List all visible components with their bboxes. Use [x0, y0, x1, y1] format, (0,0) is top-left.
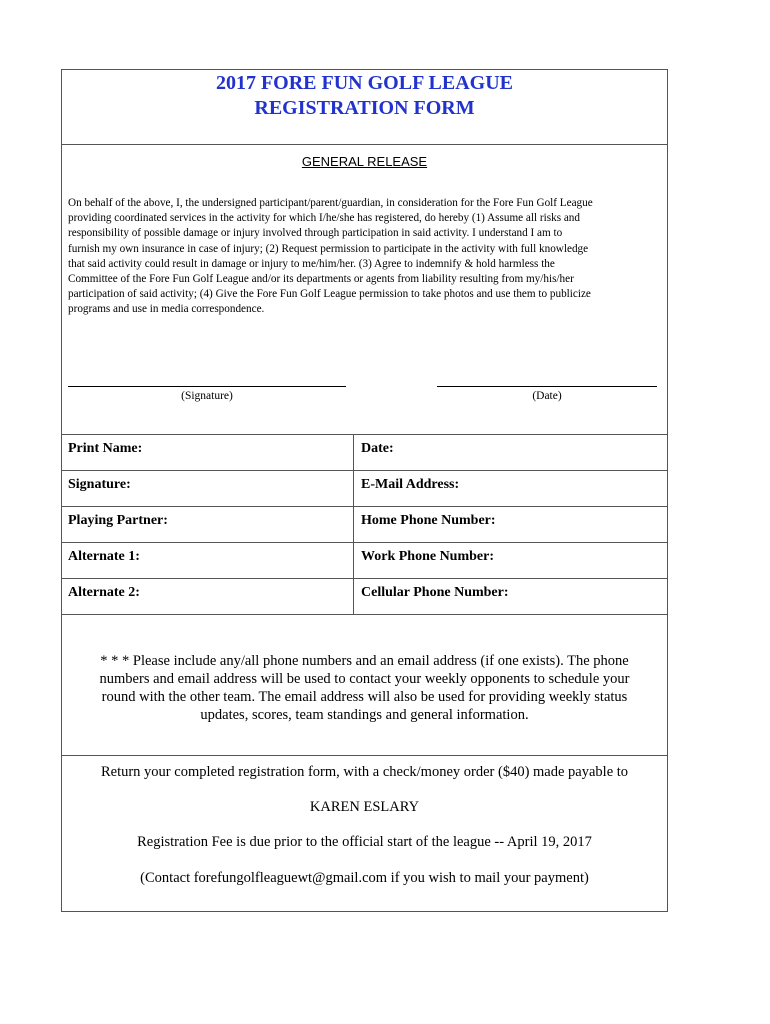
release-line: furnish my own insurance in case of injury; (2) Request permission to participate in the activity with full knowledge: [68, 242, 589, 255]
alternate-1-field[interactable]: Alternate 1:: [62, 543, 354, 578]
print-name-field[interactable]: Print Name:: [62, 435, 354, 470]
date-label: (Date): [532, 390, 562, 402]
title-line-1: 2017 FORE FUN GOLF LEAGUE: [215, 72, 514, 94]
date-line[interactable]: [437, 386, 657, 387]
release-line: responsibility of possible damage or injury involved through participation in said activity. I understand I am to: [68, 227, 563, 240]
table-row: [62, 579, 667, 615]
table-row: [62, 471, 667, 507]
work-phone-field[interactable]: Work Phone Number:: [361, 549, 494, 564]
release-line: Committee of the Fore Fun Golf League and/or its departments or agents from liability resulting from my/his/her: [68, 273, 574, 286]
note-line: * * * Please include any/all phone numbers and an email address (if one exists). The phone: [100, 653, 629, 669]
note-line: updates, scores, team standings and general information.: [200, 707, 529, 723]
note-line: round with the other team. The email address will also be used for providing weekly status: [101, 689, 628, 705]
signature-label: (Signature): [181, 390, 233, 402]
release-line: On behalf of the above, I, the undersigned participant/parent/guardian, in consideration for the Fore Fun Golf League: [68, 197, 593, 209]
table-row: [62, 435, 667, 471]
form-title: [62, 70, 667, 145]
general-release-heading: GENERAL RELEASE: [301, 154, 428, 169]
release-line: programs and use in media correspondence.: [68, 303, 265, 316]
signature-field[interactable]: Signature:: [62, 471, 354, 506]
release-line: providing coordinated services in the activity for which I/he/she has registered, do hereby (1) Assume all risks and: [68, 212, 580, 225]
email-field[interactable]: E-Mail Address:: [361, 477, 460, 492]
registration-form: [61, 69, 668, 912]
cellular-phone-field[interactable]: Cellular Phone Number:: [361, 585, 509, 600]
contact-email-note: (Contact forefungolfleaguewt@gmail.com if you wish to mail your payment): [140, 870, 589, 886]
signature-line[interactable]: [68, 386, 346, 387]
note-line: numbers and email address will be used to contact your weekly opponents to schedule your: [99, 671, 630, 687]
payee-name: KAREN ESLARY: [309, 799, 420, 815]
alternate-2-field[interactable]: Alternate 2:: [62, 579, 354, 614]
title-line-2: REGISTRATION FORM: [254, 97, 475, 119]
general-release-text: [68, 196, 664, 318]
playing-partner-field[interactable]: Playing Partner:: [62, 507, 354, 542]
return-instruction: Return your completed registration form, with a check/money order ($40) made payable to: [100, 764, 629, 780]
home-phone-field[interactable]: Home Phone Number:: [361, 513, 496, 528]
fee-due-note: Registration Fee is due prior to the official start of the league -- April 19, 2017: [137, 834, 592, 850]
release-line: that said activity could result in damage or injury to me/him/her. (3) Agree to indemnify & hold harmless the: [68, 257, 555, 270]
date-field[interactable]: Date:: [361, 441, 394, 456]
table-row: [62, 543, 667, 579]
release-line: participation of said activity; (4) Give the Fore Fun Golf League permission to take photos and use them to publicize: [68, 288, 591, 301]
contact-info-note: [62, 650, 667, 756]
table-row: [62, 507, 667, 543]
registration-fields-table: [62, 434, 667, 615]
